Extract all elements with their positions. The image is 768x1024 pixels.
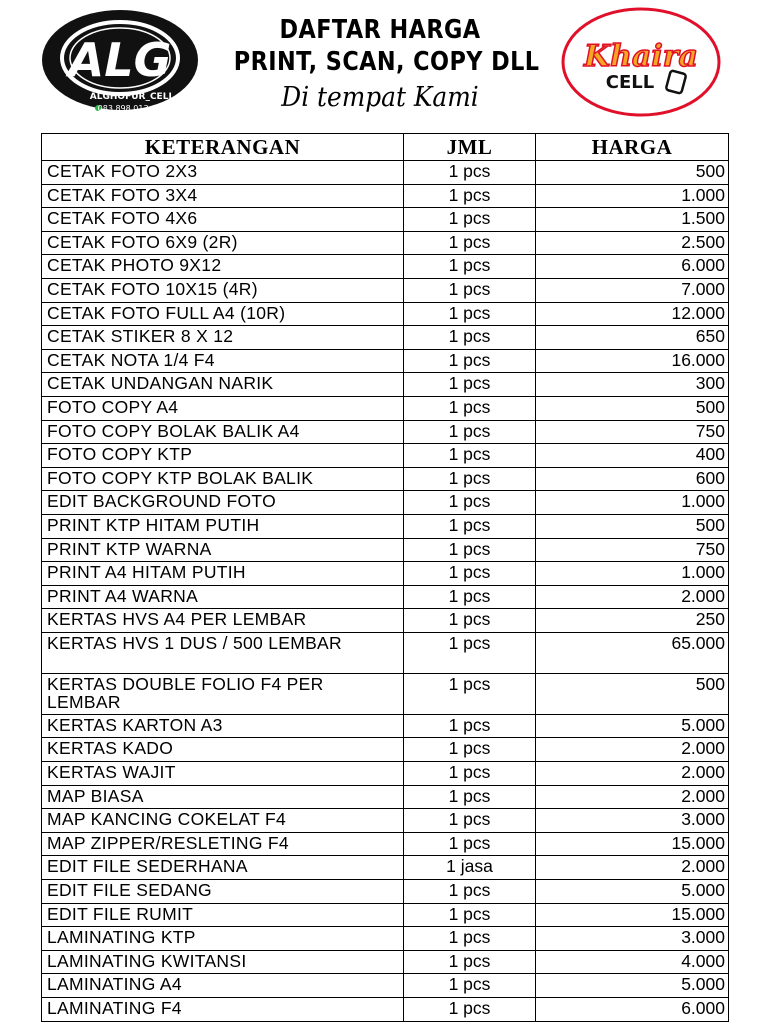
cell-jml: 1 pcs [404, 302, 536, 326]
table-row [42, 998, 729, 1022]
cell-keterangan: CETAK UNDANGAN NARIK [42, 373, 404, 397]
table-row [42, 514, 729, 538]
cell-keterangan: LAMINATING KTP [42, 927, 404, 951]
cell-harga: 500 [536, 161, 729, 185]
table-row [42, 832, 729, 856]
cell-harga: 65.000 [536, 632, 729, 673]
cell-keterangan: PRINT A4 WARNA [42, 585, 404, 609]
cell-jml: 1 pcs [404, 738, 536, 762]
alghofur-cell-logo-icon [40, 8, 200, 116]
cell-harga: 1.000 [536, 184, 729, 208]
cell-keterangan: PRINT KTP HITAM PUTIH [42, 514, 404, 538]
cell-keterangan: FOTO COPY KTP [42, 444, 404, 468]
cell-keterangan: CETAK STIKER 8 X 12 [42, 326, 404, 350]
table-row [42, 927, 729, 951]
cell-harga: 15.000 [536, 832, 729, 856]
cell-jml: 1 pcs [404, 396, 536, 420]
cell-jml: 1 pcs [404, 444, 536, 468]
logo-left-caption: ALGHOFUR_CELL [89, 92, 175, 102]
cell-jml: 1 pcs [404, 927, 536, 951]
cell-keterangan: LAMINATING F4 [42, 998, 404, 1022]
cell-jml: 1 pcs [404, 514, 536, 538]
table-row [42, 738, 729, 762]
cell-harga: 750 [536, 538, 729, 562]
cell-jml: 1 pcs [404, 349, 536, 373]
table-row [42, 491, 729, 515]
table-header-row [42, 134, 729, 161]
table-row [42, 373, 729, 397]
header-harga: HARGA [536, 134, 729, 161]
cell-jml: 1 pcs [404, 950, 536, 974]
cell-harga: 5.000 [536, 880, 729, 904]
table-row [42, 161, 729, 185]
cell-jml: 1 jasa [404, 856, 536, 880]
cell-harga: 650 [536, 326, 729, 350]
cell-jml: 1 pcs [404, 785, 536, 809]
table-row [42, 609, 729, 633]
cell-jml: 1 pcs [404, 208, 536, 232]
cell-harga: 2.000 [536, 738, 729, 762]
cell-keterangan: EDIT FILE RUMIT [42, 903, 404, 927]
table-row [42, 349, 729, 373]
cell-keterangan: FOTO COPY KTP BOLAK BALIK [42, 467, 404, 491]
table-row [42, 231, 729, 255]
cell-keterangan: KERTAS HVS 1 DUS / 500 LEMBAR [42, 632, 404, 673]
logo-left-phone: 083 898 013 630 [97, 104, 167, 113]
cell-jml: 1 pcs [404, 420, 536, 444]
cell-keterangan: KERTAS HVS A4 PER LEMBAR [42, 609, 404, 633]
cell-harga: 2.500 [536, 231, 729, 255]
cell-harga: 500 [536, 514, 729, 538]
table-row [42, 632, 729, 673]
cell-jml: 1 pcs [404, 998, 536, 1022]
table-row [42, 208, 729, 232]
cell-keterangan: KERTAS DOUBLE FOLIO F4 PER LEMBAR [42, 673, 404, 714]
cell-keterangan: CETAK FOTO 10X15 (4R) [42, 278, 404, 302]
cell-jml: 1 pcs [404, 974, 536, 998]
cell-harga: 5.000 [536, 974, 729, 998]
cell-jml: 1 pcs [404, 673, 536, 714]
cell-harga: 1.000 [536, 491, 729, 515]
cell-jml: 1 pcs [404, 491, 536, 515]
cell-keterangan: MAP KANCING COKELAT F4 [42, 809, 404, 833]
cell-keterangan: EDIT BACKGROUND FOTO [42, 491, 404, 515]
table-row [42, 950, 729, 974]
cell-jml: 1 pcs [404, 903, 536, 927]
cell-harga: 6.000 [536, 998, 729, 1022]
cell-keterangan: LAMINATING A4 [42, 974, 404, 998]
subtitle: Di tempat Kami [281, 82, 479, 113]
cell-jml: 1 pcs [404, 161, 536, 185]
cell-jml: 1 pcs [404, 880, 536, 904]
cell-harga: 2.000 [536, 585, 729, 609]
table-row [42, 809, 729, 833]
cell-jml: 1 pcs [404, 585, 536, 609]
khaira-cell-logo-icon [560, 6, 722, 118]
table-row [42, 880, 729, 904]
table-row [42, 302, 729, 326]
table-row [42, 538, 729, 562]
cell-keterangan: KERTAS KADO [42, 738, 404, 762]
cell-keterangan: CETAK FOTO 3X4 [42, 184, 404, 208]
cell-jml: 1 pcs [404, 538, 536, 562]
table-row [42, 326, 729, 350]
cell-harga: 4.000 [536, 950, 729, 974]
cell-keterangan: CETAK FOTO FULL A4 (10R) [42, 302, 404, 326]
table-row [42, 255, 729, 279]
page-header [0, 0, 768, 130]
cell-harga: 7.000 [536, 278, 729, 302]
cell-keterangan: LAMINATING KWITANSI [42, 950, 404, 974]
cell-harga: 16.000 [536, 349, 729, 373]
cell-harga: 400 [536, 444, 729, 468]
cell-keterangan: EDIT FILE SEDANG [42, 880, 404, 904]
cell-harga: 2.000 [536, 856, 729, 880]
cell-keterangan: FOTO COPY A4 [42, 396, 404, 420]
cell-keterangan: KERTAS KARTON A3 [42, 714, 404, 738]
table-row [42, 974, 729, 998]
cell-harga: 3.000 [536, 927, 729, 951]
cell-keterangan: PRINT A4 HITAM PUTIH [42, 562, 404, 586]
cell-keterangan: PRINT KTP WARNA [42, 538, 404, 562]
title-block [210, 14, 550, 116]
table-row [42, 184, 729, 208]
title-line-1: DAFTAR HARGA [279, 15, 481, 45]
logo-right-line1: Khaira [584, 39, 698, 74]
cell-jml: 1 pcs [404, 326, 536, 350]
cell-jml: 1 pcs [404, 762, 536, 786]
price-table [41, 133, 729, 1022]
cell-harga: 3.000 [536, 809, 729, 833]
cell-jml: 1 pcs [404, 562, 536, 586]
cell-jml: 1 pcs [404, 809, 536, 833]
cell-jml: 1 pcs [404, 184, 536, 208]
table-row [42, 856, 729, 880]
cell-keterangan: CETAK FOTO 2X3 [42, 161, 404, 185]
header-jml: JML [404, 134, 536, 161]
cell-jml: 1 pcs [404, 832, 536, 856]
cell-harga: 1.000 [536, 562, 729, 586]
logo-left-letters: ALG [68, 33, 172, 87]
table-row [42, 467, 729, 491]
cell-harga: 500 [536, 396, 729, 420]
cell-harga: 500 [536, 673, 729, 714]
cell-harga: 5.000 [536, 714, 729, 738]
cell-keterangan: CETAK FOTO 4X6 [42, 208, 404, 232]
cell-harga: 12.000 [536, 302, 729, 326]
cell-harga: 300 [536, 373, 729, 397]
cell-harga: 250 [536, 609, 729, 633]
table-row [42, 278, 729, 302]
table-row [42, 444, 729, 468]
cell-jml: 1 pcs [404, 373, 536, 397]
header-keterangan: KETERANGAN [42, 134, 404, 161]
table-row [42, 673, 729, 714]
cell-jml: 1 pcs [404, 714, 536, 738]
logo-right-line2: CELL [605, 72, 655, 93]
cell-jml: 1 pcs [404, 278, 536, 302]
table-row [42, 585, 729, 609]
cell-jml: 1 pcs [404, 231, 536, 255]
cell-harga: 6.000 [536, 255, 729, 279]
cell-keterangan: CETAK PHOTO 9X12 [42, 255, 404, 279]
table-row [42, 762, 729, 786]
cell-harga: 600 [536, 467, 729, 491]
cell-keterangan: KERTAS WAJIT [42, 762, 404, 786]
cell-harga: 750 [536, 420, 729, 444]
table-row [42, 420, 729, 444]
cell-jml: 1 pcs [404, 467, 536, 491]
cell-keterangan: FOTO COPY BOLAK BALIK A4 [42, 420, 404, 444]
price-table-body [42, 161, 729, 1022]
cell-jml: 1 pcs [404, 255, 536, 279]
table-row [42, 396, 729, 420]
cell-keterangan: MAP ZIPPER/RESLETING F4 [42, 832, 404, 856]
cell-harga: 1.500 [536, 208, 729, 232]
cell-keterangan: MAP BIASA [42, 785, 404, 809]
cell-keterangan: CETAK NOTA 1/4 F4 [42, 349, 404, 373]
table-row [42, 785, 729, 809]
cell-keterangan: CETAK FOTO 6X9 (2R) [42, 231, 404, 255]
cell-harga: 2.000 [536, 762, 729, 786]
title-line-2: PRINT, SCAN, COPY DLL [233, 47, 540, 77]
cell-harga: 2.000 [536, 785, 729, 809]
cell-keterangan: EDIT FILE SEDERHANA [42, 856, 404, 880]
table-row [42, 714, 729, 738]
cell-jml: 1 pcs [404, 632, 536, 673]
cell-harga: 15.000 [536, 903, 729, 927]
table-row [42, 562, 729, 586]
cell-jml: 1 pcs [404, 609, 536, 633]
table-row [42, 903, 729, 927]
